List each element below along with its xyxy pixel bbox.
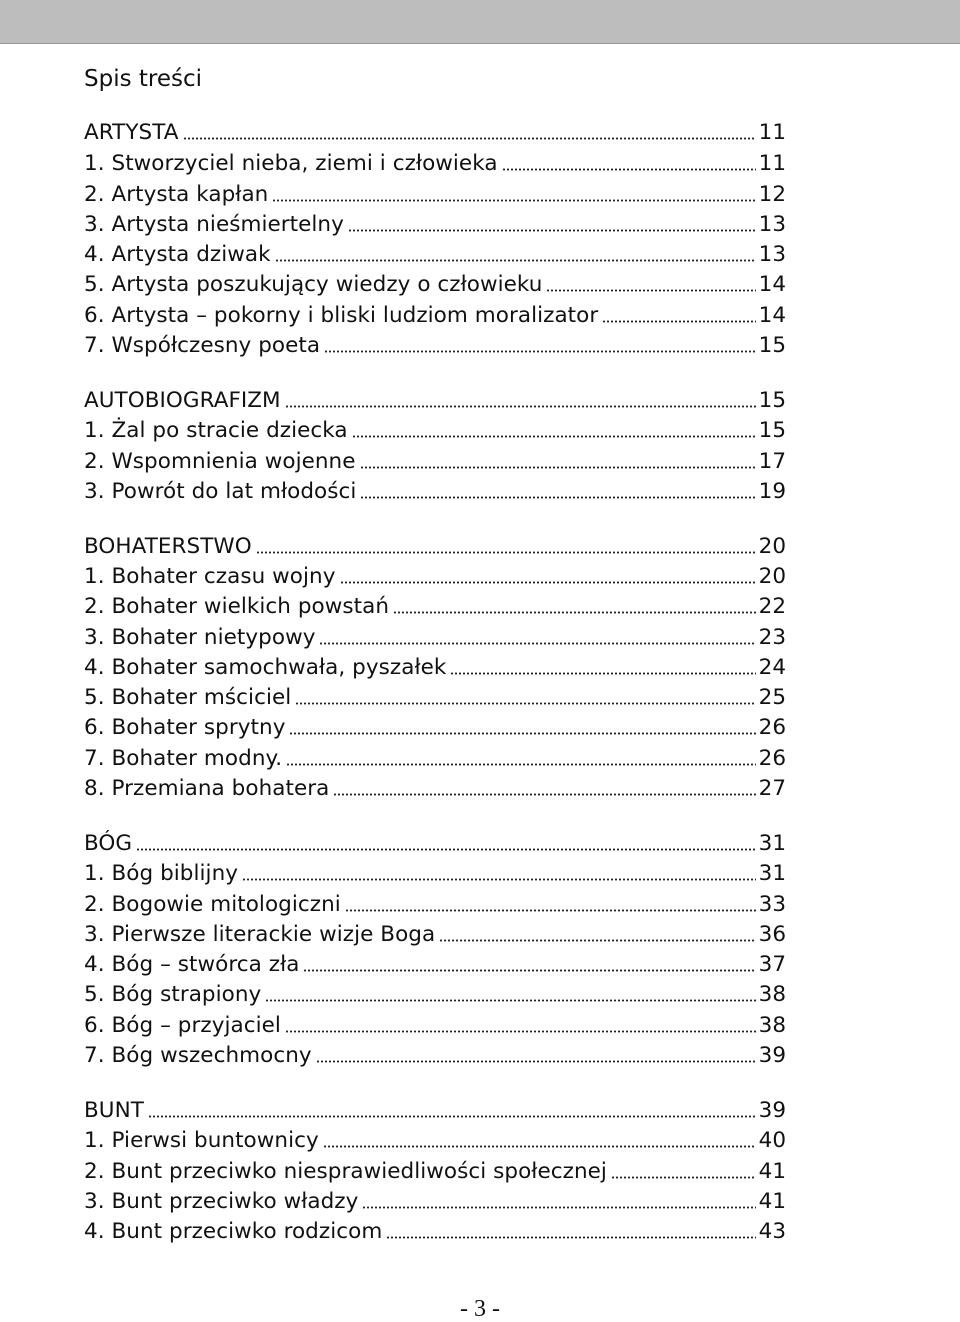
toc-entry-title: 6. Bóg – przyjaciel — [84, 1013, 281, 1038]
toc-entry-page: 24 — [758, 655, 786, 680]
toc-entry — [84, 562, 786, 592]
toc-entry — [84, 416, 786, 446]
toc-dot-leader — [285, 1030, 756, 1033]
toc-entry-title: 1. Stworzyciel nieba, ziemi i człowieka — [84, 151, 498, 176]
toc-dot-leader — [546, 289, 755, 292]
toc-entry-page: 27 — [758, 776, 786, 801]
toc-dot-leader — [148, 1115, 756, 1118]
toc-entry — [84, 532, 786, 562]
toc-entry-title: 1. Bóg biblijny — [84, 861, 239, 886]
toc-entry-page: 14 — [758, 303, 786, 328]
toc-entry — [84, 301, 786, 331]
toc-entry-title: 2. Bohater wielkich powstań — [84, 594, 390, 619]
toc-entry — [84, 859, 786, 889]
toc-entry — [84, 713, 786, 743]
toc-entry-title: 3. Pierwsze literackie wizje Boga — [84, 922, 436, 947]
toc-entry-page: 13 — [758, 242, 786, 267]
toc-entry — [84, 623, 786, 653]
toc-entry-page: 19 — [758, 479, 786, 504]
toc-entry-title: 7. Bóg wszechmocny — [84, 1043, 312, 1068]
toc-entry-page: 31 — [758, 861, 786, 886]
toc-dot-leader — [362, 1206, 755, 1209]
toc-dot-leader — [275, 259, 756, 262]
toc-entry-page: 14 — [758, 272, 786, 297]
toc-entry-page: 31 — [758, 831, 786, 856]
toc-entry — [84, 331, 786, 361]
toc-entry — [84, 240, 786, 270]
toc-dot-leader — [324, 350, 756, 353]
toc-dot-leader — [242, 878, 756, 881]
toc-dot-leader — [286, 763, 756, 766]
toc-entry-title: 6. Bohater sprytny — [84, 715, 286, 740]
toc-entry-title: 3. Artysta nieśmiertelny — [84, 212, 344, 237]
toc-dot-leader — [319, 642, 755, 645]
toc-entry-page: 33 — [758, 892, 786, 917]
toc-dot-leader — [272, 199, 755, 202]
toc-dot-leader — [333, 793, 755, 796]
toc-dot-leader — [450, 672, 755, 675]
toc-entry-page: 23 — [758, 625, 786, 650]
toc-entry-title: 2. Bunt przeciwko niesprawiedliwości społecznej — [84, 1159, 607, 1184]
toc-entry-title: 4. Bohater samochwała, pyszałek — [84, 655, 447, 680]
toc-entry-page: 25 — [758, 685, 786, 710]
toc-dot-leader — [136, 848, 756, 851]
toc-dot-leader — [316, 1060, 756, 1063]
toc-entry — [84, 386, 786, 416]
toc-entry — [84, 1041, 786, 1071]
toc-dot-leader — [256, 551, 756, 554]
toc-dot-leader — [183, 137, 756, 140]
toc-entry-page: 26 — [758, 715, 786, 740]
toc-entry-title: BUNT — [84, 1098, 144, 1123]
toc-entry-title: 4. Bunt przeciwko rodzicom — [84, 1219, 383, 1244]
toc-entry — [84, 477, 786, 507]
toc-dot-leader — [386, 1236, 755, 1239]
page-number: - 3 - — [460, 1296, 500, 1322]
toc-entry-title: 3. Powrót do lat młodości — [84, 479, 357, 504]
toc-entry — [84, 1096, 786, 1126]
toc-entry-title: 2. Bogowie mitologiczni — [84, 892, 341, 917]
toc-entry-title: 5. Bohater mściciel — [84, 685, 292, 710]
toc-entry — [84, 980, 786, 1010]
toc-entry-page: 12 — [758, 182, 786, 207]
toc-entry-title: 7. Współczesny poeta — [84, 333, 321, 358]
toc-entry-page: 43 — [758, 1219, 786, 1244]
toc-dot-leader — [502, 168, 756, 171]
toc-entry-title: BOHATERSTWO — [84, 534, 252, 559]
toc-entry-title: 6. Artysta – pokorny i bliski ludziom moralizator — [84, 303, 599, 328]
toc-entry — [84, 592, 786, 622]
toc-entry — [84, 683, 786, 713]
toc-entry-page: 15 — [758, 418, 786, 443]
toc-entry — [84, 1217, 786, 1247]
toc-entry-title: ARTYSTA — [84, 120, 179, 145]
toc-dot-leader — [295, 702, 755, 705]
toc-entry — [84, 1126, 786, 1156]
toc-entry-page: 11 — [758, 120, 786, 145]
toc-entry-page: 22 — [758, 594, 786, 619]
toc-dot-leader — [360, 466, 756, 469]
toc-entry-page: 41 — [758, 1159, 786, 1184]
toc-dot-leader — [303, 969, 755, 972]
toc-entry — [84, 890, 786, 920]
toc-dot-leader — [439, 939, 755, 942]
toc-entry-title: 4. Artysta dziwak — [84, 242, 271, 267]
toc-entry-page: 11 — [758, 151, 786, 176]
toc-dot-leader — [265, 999, 755, 1002]
toc-dot-leader — [345, 909, 756, 912]
toc-dot-leader — [348, 229, 756, 232]
toc-entry-page: 26 — [758, 746, 786, 771]
toc-entry-title: 2. Wspomnienia wojenne — [84, 449, 356, 474]
toc-entry-title: 8. Przemiana bohatera — [84, 776, 330, 801]
toc-entry — [84, 1011, 786, 1041]
toc-entry-page: 38 — [758, 982, 786, 1007]
toc-entry — [84, 744, 786, 774]
toc-dot-leader — [323, 1145, 756, 1148]
toc-dot-leader — [611, 1176, 756, 1179]
toc-entry-page: 38 — [758, 1013, 786, 1038]
toc-entry — [84, 950, 786, 980]
toc-entry-title: 1. Żal po stracie dziecka — [84, 418, 348, 443]
toc-entry-page: 15 — [758, 388, 786, 413]
toc-entry-page: 40 — [758, 1128, 786, 1153]
toc-entry-title: AUTOBIOGRAFIZM — [84, 388, 281, 413]
toc-entry-page: 20 — [758, 534, 786, 559]
toc-entry-page: 37 — [758, 952, 786, 977]
toc-entry — [84, 653, 786, 683]
toc-entry — [84, 210, 786, 240]
toc-entry — [84, 149, 786, 179]
toc-entry-title: 1. Pierwsi buntownicy — [84, 1128, 319, 1153]
toc-entry-page: 41 — [758, 1189, 786, 1214]
toc-dot-leader — [393, 611, 756, 614]
toc-entry-page: 39 — [758, 1098, 786, 1123]
toc-entry-title: 4. Bóg – stwórca zła — [84, 952, 300, 977]
toc-entry-page: 17 — [758, 449, 786, 474]
toc-entry-page: 39 — [758, 1043, 786, 1068]
toc-entry-page: 13 — [758, 212, 786, 237]
toc-entry-title: 2. Artysta kapłan — [84, 182, 269, 207]
toc-entry-page: 15 — [758, 333, 786, 358]
toc-entry-title: 7. Bohater modny. — [84, 746, 283, 771]
toc-dot-leader — [602, 320, 755, 323]
toc-dot-leader — [340, 581, 756, 584]
toc-entry-page: 36 — [758, 922, 786, 947]
toc-dot-leader — [360, 496, 755, 499]
toc-entry-title: 3. Bunt przeciwko władzy — [84, 1189, 359, 1214]
toc-dot-leader — [352, 435, 756, 438]
toc-entry — [84, 829, 786, 859]
toc-entry-title: 1. Bohater czasu wojny — [84, 564, 336, 589]
toc-entry — [84, 1157, 786, 1187]
toc-dot-leader — [285, 405, 756, 408]
toc-entry — [84, 270, 786, 300]
toc-entry-page: 20 — [758, 564, 786, 589]
toc-entry-title: 3. Bohater nietypowy — [84, 625, 316, 650]
toc-entry — [84, 447, 786, 477]
toc-entry — [84, 1187, 786, 1217]
toc-entry-title: 5. Artysta poszukujący wiedzy o człowieku — [84, 272, 543, 297]
toc-entry-title: BÓG — [84, 831, 133, 856]
toc-entry — [84, 920, 786, 950]
toc-dot-leader — [289, 732, 755, 735]
toc-entry — [84, 180, 786, 210]
toc-entry — [84, 118, 786, 148]
toc-entry — [84, 774, 786, 804]
table-of-contents-title: Spis treści — [84, 66, 203, 92]
toc-entry-title: 5. Bóg strapiony — [84, 982, 262, 1007]
